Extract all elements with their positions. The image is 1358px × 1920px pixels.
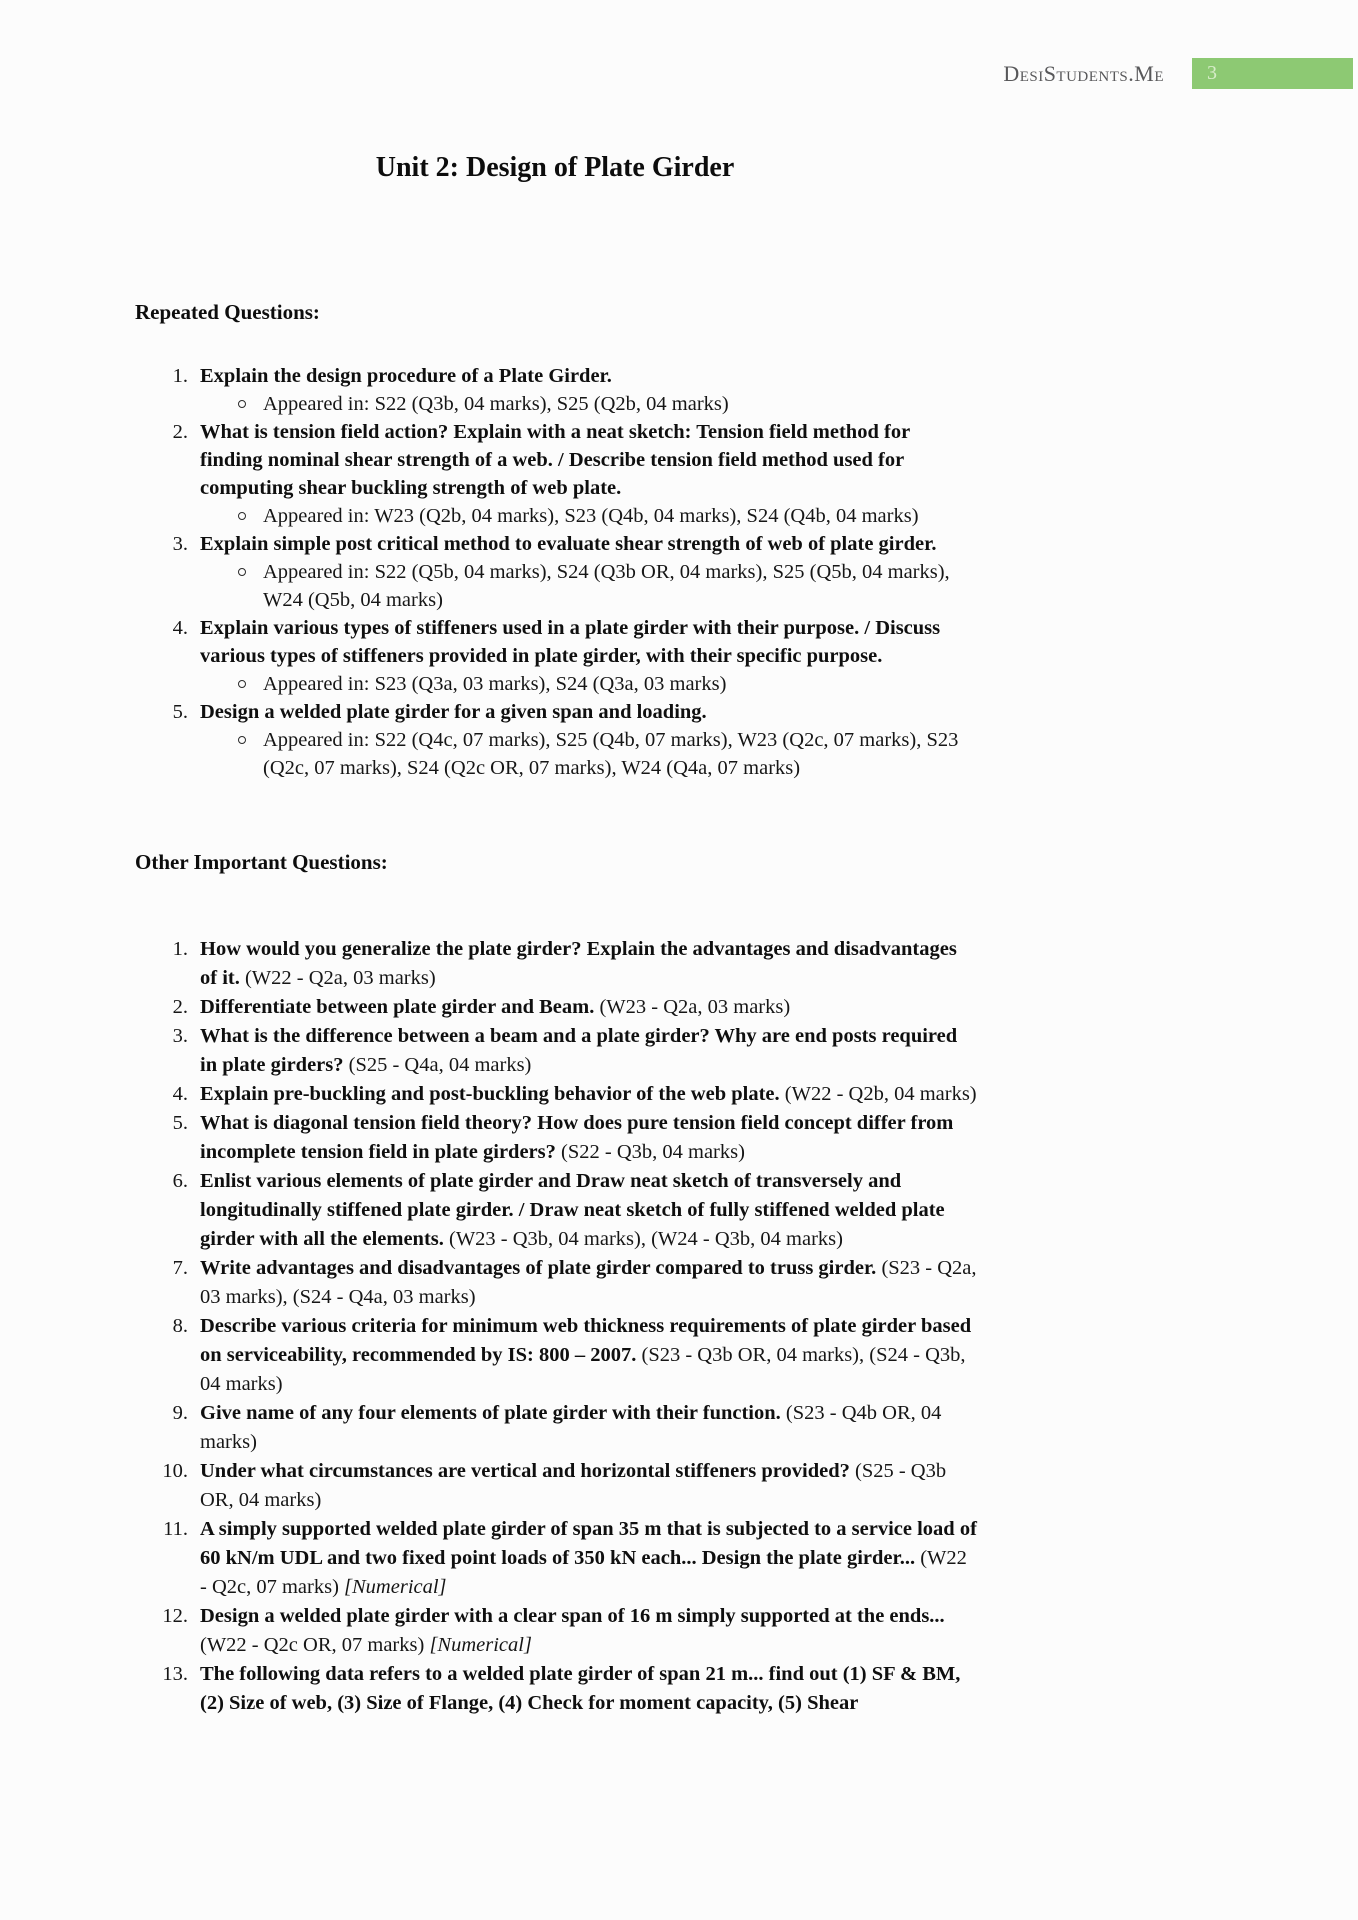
question-body — [200, 935, 977, 993]
question-body — [200, 1254, 977, 1312]
question-bold: Under what circumstances are vertical and horizontal stiffeners provided? — [200, 1460, 850, 1482]
question-body — [200, 1399, 977, 1457]
question-item — [152, 614, 977, 698]
appeared-text: Appeared in: W23 (Q2b, 04 marks), S23 (Q4b, 04 marks), S24 (Q4b, 04 marks) — [263, 505, 919, 527]
question-bold: What is diagonal tension field theory? How does pure tension field concept differ from incomplete tension field in plate girders? — [200, 1112, 954, 1163]
item-number: 5. — [172, 1112, 188, 1134]
repeated-questions-list — [135, 362, 977, 782]
item-number: 1. — [172, 938, 188, 960]
section-heading: Other Important Questions: — [135, 850, 388, 874]
citation-text: (W22 - Q2b, 04 marks) — [784, 1083, 977, 1105]
item-number: 2. — [172, 421, 188, 443]
question-body — [200, 530, 977, 614]
numerical-tag: [Numerical] — [344, 1576, 447, 1598]
item-number: 7. — [172, 1257, 188, 1279]
section-other-important-questions — [135, 848, 977, 1718]
question-bold: Design a welded plate girder with a clear span of 16 m simply supported at the ends... — [200, 1605, 945, 1627]
question-item — [152, 530, 977, 614]
question-item — [152, 1022, 977, 1080]
question-item — [152, 362, 977, 418]
appeared-line — [200, 670, 977, 698]
question-item — [152, 1515, 977, 1602]
question-body — [200, 1602, 977, 1660]
question-text — [200, 1457, 977, 1515]
question-item — [152, 1602, 977, 1660]
circle-bullet-icon — [238, 512, 246, 520]
appeared-text: Appeared in: S23 (Q3a, 03 marks), S24 (Q3a, 03 marks) — [263, 673, 727, 695]
item-number: 4. — [172, 1083, 188, 1105]
question-body — [200, 362, 977, 418]
question-text — [200, 993, 977, 1022]
question-item — [152, 1254, 977, 1312]
question-bold: Enlist various elements of plate girder and Draw neat sketch of transversely and longitudinally stiffened plate girder. / Draw neat sketch of fully stiffened welded plate girder with all the elements. — [200, 1170, 945, 1250]
appeared-line — [200, 502, 977, 530]
question-bold: Describe various criteria for minimum web thickness requirements of plate girder based on serviceability, recommended by IS: 800 – 2007. — [200, 1315, 972, 1366]
question-item — [152, 1457, 977, 1515]
section-heading: Repeated Questions: — [135, 300, 320, 324]
question-text — [200, 1254, 977, 1312]
page-number: 3 — [1207, 62, 1217, 84]
question-bold: Write advantages and disadvantages of plate girder compared to truss girder. — [200, 1257, 877, 1279]
question-text: Explain various types of stiffeners used in a plate girder with their purpose. / Discuss various types of stiffeners provided in plate girder, with their specific purpose. — [200, 617, 941, 667]
numerical-tag: [Numerical] — [429, 1634, 532, 1656]
question-body — [200, 1660, 977, 1718]
question-body — [200, 698, 977, 782]
page-number-badge — [1192, 58, 1353, 89]
question-bold: Differentiate between plate girder and Beam. — [200, 996, 595, 1018]
citation-text: (W22 - Q2c OR, 07 marks) — [200, 1634, 425, 1656]
question-body — [200, 1457, 977, 1515]
question-bold: The following data refers to a welded plate girder of span 21 m... find out (1) SF & BM, (2) Size of web, (3) Size of Flange, (4) Check for moment capacity, (5) Shear — [200, 1663, 961, 1714]
question-text: Explain simple post critical method to evaluate shear strength of web of plate girder. — [200, 533, 937, 555]
appeared-line — [200, 726, 977, 782]
section-repeated-questions — [135, 298, 977, 782]
question-bold: How would you generalize the plate girder? Explain the advantages and disadvantages of it. — [200, 938, 957, 989]
question-bold: Explain pre-buckling and post-buckling behavior of the web plate. — [200, 1083, 780, 1105]
citation-text: (W23 - Q3b, 04 marks), (W24 - Q3b, 04 marks) — [449, 1228, 843, 1250]
question-body — [200, 1515, 977, 1602]
item-number: 6. — [172, 1170, 188, 1192]
citation-text: (S23 - Q4b OR, 04 marks) — [200, 1402, 942, 1453]
item-number: 1. — [172, 365, 188, 387]
citation-text: (S25 - Q3b OR, 04 marks) — [200, 1460, 947, 1511]
question-body — [200, 993, 977, 1022]
doc-title: Unit 2: Design of Plate Girder — [375, 152, 735, 183]
question-body — [200, 418, 977, 530]
question-item — [152, 993, 977, 1022]
question-item — [152, 1080, 977, 1109]
question-item — [152, 1109, 977, 1167]
citation-text: (W22 - Q2c, 07 marks) — [200, 1547, 967, 1598]
item-number: 9. — [172, 1402, 188, 1424]
question-item — [152, 698, 977, 782]
item-number: 11. — [163, 1518, 188, 1540]
question-text: Explain the design procedure of a Plate Girder. — [200, 365, 612, 387]
item-number: 3. — [172, 1025, 188, 1047]
question-text — [200, 935, 977, 993]
question-item — [152, 1399, 977, 1457]
site-name: DesiStudents.Me — [1003, 60, 1164, 86]
question-item — [152, 1312, 977, 1399]
question-body — [200, 1167, 977, 1254]
citation-text: (S23 - Q3b OR, 04 marks), (S24 - Q3b, 04 marks) — [200, 1344, 966, 1395]
question-bold: Give name of any four elements of plate girder with their function. — [200, 1402, 781, 1424]
question-body — [200, 1080, 977, 1109]
item-number: 8. — [172, 1315, 188, 1337]
question-item — [152, 1660, 977, 1718]
citation-text: (S22 - Q3b, 04 marks) — [561, 1141, 745, 1163]
question-item — [152, 1167, 977, 1254]
appeared-text: Appeared in: S22 (Q3b, 04 marks), S25 (Q2b, 04 marks) — [263, 393, 729, 415]
question-text: What is tension field action? Explain with a neat sketch: Tension field method for finding nominal shear strength of a web. / Describe tension field method used for computing shear buckling strength of web plate. — [200, 421, 910, 499]
item-number: 12. — [162, 1605, 188, 1627]
question-item — [152, 418, 977, 530]
item-number: 4. — [172, 617, 188, 639]
question-body — [200, 1312, 977, 1399]
page-header — [0, 58, 1358, 89]
item-number: 10. — [162, 1460, 188, 1482]
question-body — [200, 1109, 977, 1167]
item-number: 3. — [172, 533, 188, 555]
circle-bullet-icon — [238, 680, 246, 688]
item-number: 5. — [172, 701, 188, 723]
other-questions-list — [135, 935, 977, 1718]
question-text — [200, 1312, 977, 1399]
question-text — [200, 1515, 977, 1602]
appeared-text: Appeared in: S22 (Q4c, 07 marks), S25 (Q4b, 07 marks), W23 (Q2c, 07 marks), S23 (Q2c, 07 marks), S24 (Q2c OR, 07 marks), W24 (Q4a, 07 marks) — [263, 729, 959, 779]
question-text — [200, 1399, 977, 1457]
question-text — [200, 1167, 977, 1254]
circle-bullet-icon — [238, 400, 246, 408]
item-number: 13. — [162, 1663, 188, 1685]
citation-text: (S23 - Q2a, 03 marks), (S24 - Q4a, 03 marks) — [200, 1257, 977, 1308]
question-text: Design a welded plate girder for a given span and loading. — [200, 701, 707, 723]
item-number: 2. — [172, 996, 188, 1018]
question-item — [152, 935, 977, 993]
appeared-line — [200, 558, 977, 614]
question-text — [200, 1080, 977, 1109]
question-body — [200, 1022, 977, 1080]
question-text — [200, 1022, 977, 1080]
appeared-text: Appeared in: S22 (Q5b, 04 marks), S24 (Q3b OR, 04 marks), S25 (Q5b, 04 marks), W24 (Q5b, 04 marks) — [263, 561, 950, 611]
question-text — [200, 1660, 977, 1718]
circle-bullet-icon — [238, 736, 246, 744]
appeared-line — [200, 390, 977, 418]
citation-text: (W22 - Q2a, 03 marks) — [244, 967, 436, 989]
question-text — [200, 1602, 977, 1660]
question-bold: What is the difference between a beam and a plate girder? Why are end posts required in plate girders? — [200, 1025, 958, 1076]
question-body — [200, 614, 977, 698]
citation-text: (S25 - Q4a, 04 marks) — [348, 1054, 532, 1076]
citation-text: (W23 - Q2a, 03 marks) — [599, 996, 791, 1018]
question-text — [200, 1109, 977, 1167]
circle-bullet-icon — [238, 568, 246, 576]
question-bold: A simply supported welded plate girder of span 35 m that is subjected to a service load of 60 kN/m UDL and two fixed point loads of 350 kN each... Design the plate girder... — [200, 1518, 977, 1569]
